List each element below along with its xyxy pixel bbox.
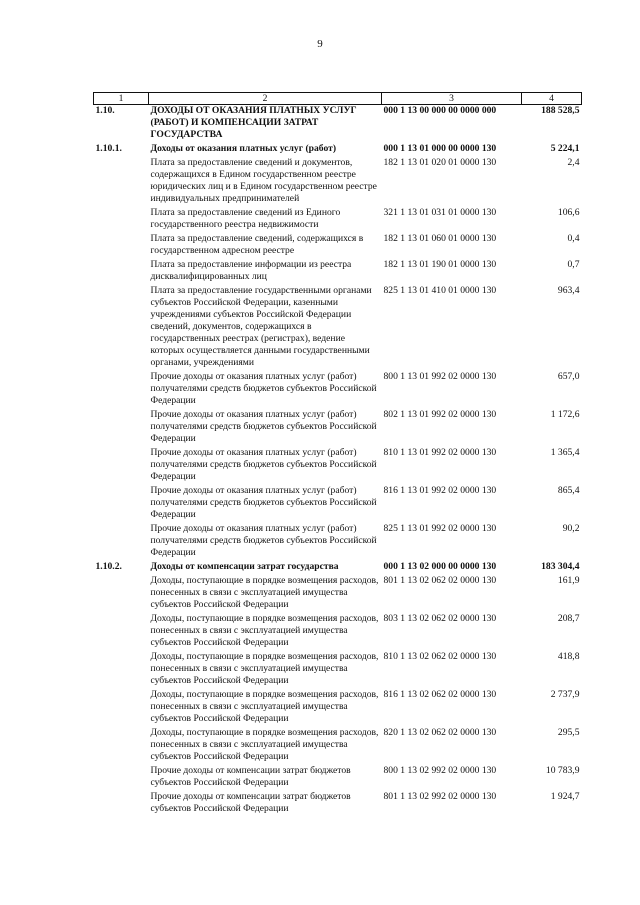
budget-code: 820 1 13 02 062 02 0000 130 (383, 727, 497, 738)
table-row (94, 157, 582, 207)
row-name: Прочие доходы от оказания платных услуг (работ) получателями средств бюджетов субъектов Российской Федерации (150, 409, 377, 444)
row-amount: 2,4 (567, 157, 580, 168)
row-amount: 1 172,6 (550, 409, 580, 420)
row-number (94, 157, 149, 207)
row-name: Прочие доходы от оказания платных услуг (работ) получателями средств бюджетов субъектов Российской Федерации (150, 485, 377, 520)
table-row (94, 485, 582, 523)
row-name: Плата за предоставление государственными органами субъектов Российской Федерации, казенными учреждениями субъектов Российской Федерации сведений, документов, содержащихся в государственных реестрах (регистрах), ведение которых осуществляется данными государственными органами, учреждениями (150, 285, 372, 368)
column-header: 3 (382, 93, 522, 105)
budget-code: 801 1 13 02 062 02 0000 130 (383, 575, 497, 586)
table-row (94, 765, 582, 791)
table-row (94, 561, 582, 575)
table-row (94, 613, 582, 651)
table-body (94, 105, 582, 818)
row-name: Плата за предоставление сведений, содержащихся в государственном адресном реестре (150, 233, 364, 256)
row-amount: 183 304,4 (541, 561, 580, 572)
budget-code: 810 1 13 02 062 02 0000 130 (383, 651, 497, 662)
row-amount: 10 783,9 (545, 765, 580, 776)
row-name: Прочие доходы от оказания платных услуг (работ) получателями средств бюджетов субъектов Российской Федерации (150, 371, 377, 406)
table-row (94, 791, 582, 817)
budget-code: 801 1 13 02 992 02 0000 130 (383, 791, 497, 802)
row-amount: 5 224,1 (550, 143, 580, 154)
budget-code: 800 1 13 01 992 02 0000 130 (383, 371, 497, 382)
row-name: Доходы, поступающие в порядке возмещения расходов, понесенных в связи с эксплуатацией имущества субъектов Российской Федерации (150, 575, 379, 610)
row-number (94, 233, 149, 259)
budget-code: 810 1 13 01 992 02 0000 130 (383, 447, 497, 458)
row-name: ДОХОДЫ ОТ ОКАЗАНИЯ ПЛАТНЫХ УСЛУГ (РАБОТ) И КОМПЕНСАЦИИ ЗАТРАТ ГОСУДАРСТВА (150, 105, 357, 140)
row-name: Плата за предоставление сведений и документов, содержащихся в Едином государственном реестре юридических лиц и в Едином государственном реестре индивидуальных предпринимателей (150, 157, 377, 204)
budget-code: 000 1 13 01 000 00 0000 130 (383, 143, 497, 154)
table-row (94, 651, 582, 689)
row-name: Прочие доходы от оказания платных услуг (работ) получателями средств бюджетов субъектов Российской Федерации (150, 447, 377, 482)
row-name: Плата за предоставление сведений из Единого государственного реестра недвижимости (150, 207, 341, 230)
row-amount: 295,5 (557, 727, 580, 738)
table-row (94, 143, 582, 157)
table-row (94, 207, 582, 233)
budget-code: 182 1 13 01 060 01 0000 130 (383, 233, 497, 244)
table-header-row (94, 93, 582, 105)
row-number (94, 259, 149, 285)
budget-code: 816 1 13 02 062 02 0000 130 (383, 689, 497, 700)
row-number (94, 485, 149, 523)
column-header: 2 (149, 93, 382, 105)
row-name: Прочие доходы от компенсации затрат бюджетов субъектов Российской Федерации (150, 765, 351, 788)
table-row (94, 409, 582, 447)
table-row (94, 105, 582, 144)
row-amount: 963,4 (557, 285, 580, 296)
table-row (94, 575, 582, 613)
row-name: Доходы, поступающие в порядке возмещения расходов, понесенных в связи с эксплуатацией имущества субъектов Российской Федерации (150, 727, 379, 762)
row-amount: 106,6 (557, 207, 580, 218)
row-number (94, 689, 149, 727)
row-number (94, 613, 149, 651)
row-amount: 1 365,4 (550, 447, 580, 458)
row-number (94, 575, 149, 613)
row-number (94, 727, 149, 765)
budget-code: 825 1 13 01 410 01 0000 130 (383, 285, 497, 296)
row-number (94, 447, 149, 485)
table-row (94, 523, 582, 561)
row-amount: 418,8 (557, 651, 580, 662)
row-name: Доходы, поступающие в порядке возмещения расходов, понесенных в связи с эксплуатацией имущества субъектов Российской Федерации (150, 689, 379, 724)
row-name: Доходы, поступающие в порядке возмещения расходов, понесенных в связи с эксплуатацией имущества субъектов Российской Федерации (150, 613, 379, 648)
row-amount: 188 528,5 (541, 105, 580, 116)
row-name: Доходы от компенсации затрат государства (150, 561, 339, 572)
row-amount: 1 924,7 (550, 791, 580, 802)
budget-code: 803 1 13 02 062 02 0000 130 (383, 613, 497, 624)
row-amount: 0,4 (567, 233, 580, 244)
row-name: Доходы от оказания платных услуг (работ) (150, 143, 337, 154)
row-number (94, 207, 149, 233)
row-number (94, 285, 149, 371)
budget-code: 825 1 13 01 992 02 0000 130 (383, 523, 497, 534)
row-number: 1.10.1. (95, 143, 122, 154)
budget-code: 000 1 13 00 000 00 0000 000 (383, 105, 497, 116)
row-number: 1.10. (95, 105, 115, 116)
table-row (94, 285, 582, 371)
budget-code: 816 1 13 01 992 02 0000 130 (383, 485, 497, 496)
budget-code: 000 1 13 02 000 00 0000 130 (383, 561, 497, 572)
budget-code: 321 1 13 01 031 01 0000 130 (383, 207, 497, 218)
table-row (94, 259, 582, 285)
row-number (94, 791, 149, 817)
row-number (94, 651, 149, 689)
budget-code: 182 1 13 01 020 01 0000 130 (383, 157, 497, 168)
budget-code: 802 1 13 01 992 02 0000 130 (383, 409, 497, 420)
table-row (94, 233, 582, 259)
row-amount: 208,7 (557, 613, 580, 624)
budget-table (93, 92, 582, 817)
table-row (94, 727, 582, 765)
column-header: 1 (94, 93, 149, 105)
column-header: 4 (522, 93, 582, 105)
row-name: Плата за предоставление информации из реестра дисквалифицированных лиц (150, 259, 352, 282)
row-number (94, 765, 149, 791)
budget-code: 800 1 13 02 992 02 0000 130 (383, 765, 497, 776)
row-amount: 90,2 (562, 523, 580, 534)
row-amount: 161,9 (557, 575, 580, 586)
table-row (94, 689, 582, 727)
row-name: Прочие доходы от оказания платных услуг (работ) получателями средств бюджетов субъектов Российской Федерации (150, 523, 377, 558)
row-name: Доходы, поступающие в порядке возмещения расходов, понесенных в связи с эксплуатацией имущества субъектов Российской Федерации (150, 651, 379, 686)
page-number: 9 (317, 38, 323, 50)
row-number (94, 523, 149, 561)
row-number: 1.10.2. (95, 561, 122, 572)
row-name: Прочие доходы от компенсации затрат бюджетов субъектов Российской Федерации (150, 791, 351, 814)
row-amount: 657,0 (557, 371, 580, 382)
table-row (94, 447, 582, 485)
row-amount: 865,4 (557, 485, 580, 496)
row-number (94, 371, 149, 409)
table-row (94, 371, 582, 409)
row-amount: 0,7 (567, 259, 580, 270)
row-amount: 2 737,9 (550, 689, 580, 700)
row-number (94, 409, 149, 447)
budget-code: 182 1 13 01 190 01 0000 130 (383, 259, 497, 270)
